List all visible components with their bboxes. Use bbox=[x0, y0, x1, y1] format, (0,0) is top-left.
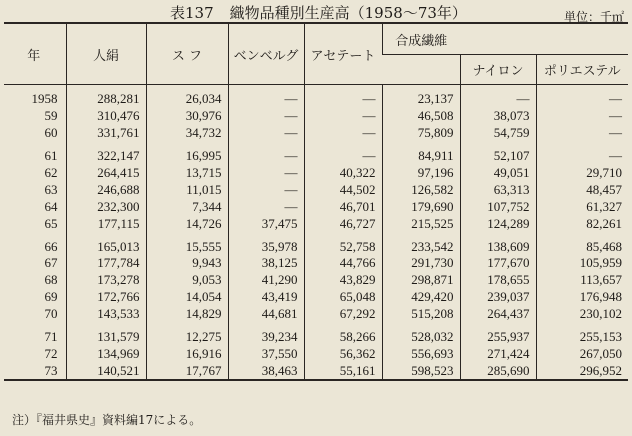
table-cell: 44,681 bbox=[228, 306, 304, 323]
table-cell: 285,690 bbox=[460, 362, 536, 380]
table-cell: 515,208 bbox=[382, 306, 460, 323]
table-cell: 177,670 bbox=[460, 255, 536, 272]
table-cell: 172,766 bbox=[66, 289, 146, 306]
header-synthetic: 合成繊維 bbox=[382, 23, 460, 55]
table-cell: 38,073 bbox=[460, 108, 536, 125]
table-cell: 140,521 bbox=[66, 362, 146, 380]
header-staple: ス フ bbox=[146, 23, 228, 85]
table-cell: 73 bbox=[4, 362, 66, 380]
table-cell: 52,758 bbox=[304, 232, 382, 255]
table-cell: 23,137 bbox=[382, 85, 460, 108]
table-cell: 298,871 bbox=[382, 272, 460, 289]
table-cell: 75,809 bbox=[382, 125, 460, 142]
table-cell: 44,502 bbox=[304, 181, 382, 198]
table-cell: 598,523 bbox=[382, 362, 460, 380]
table-cell: 69 bbox=[44, 289, 58, 305]
table-cell: 38,125 bbox=[228, 255, 304, 272]
table-cell: — bbox=[304, 85, 382, 108]
production-table bbox=[4, 22, 628, 381]
table-cell: 113,657 bbox=[536, 272, 628, 289]
table-cell: 178,655 bbox=[460, 272, 536, 289]
table-cell: 85,468 bbox=[536, 232, 628, 255]
table-row bbox=[4, 255, 628, 272]
table-cell: 271,424 bbox=[460, 345, 536, 362]
table-cell: 13,715 bbox=[146, 165, 228, 182]
table-cell: 15,555 bbox=[146, 232, 228, 255]
table-cell: 296,952 bbox=[536, 362, 628, 380]
table-cell: 11,015 bbox=[146, 181, 228, 198]
table-cell: 165,013 bbox=[66, 232, 146, 255]
table-cell: 138,609 bbox=[460, 232, 536, 255]
table-row bbox=[4, 345, 628, 362]
table-cell: 16,995 bbox=[146, 142, 228, 165]
table-cell: 62 bbox=[44, 165, 58, 180]
table-cell: 63,313 bbox=[460, 181, 536, 198]
table-cell: 46,727 bbox=[304, 215, 382, 232]
table-cell: — bbox=[228, 165, 304, 182]
header-nylon: ナイロン bbox=[460, 55, 536, 85]
header-polyester: ポリエステル bbox=[536, 55, 628, 85]
table-row bbox=[4, 142, 628, 165]
table-row bbox=[4, 198, 628, 215]
table-cell: 179,690 bbox=[382, 198, 460, 215]
table-cell: 264,415 bbox=[66, 165, 146, 182]
table-cell: 82,261 bbox=[536, 215, 628, 232]
table-cell: 134,969 bbox=[66, 345, 146, 362]
table-cell: 66 bbox=[44, 238, 58, 254]
table-cell: — bbox=[536, 85, 628, 108]
table-cell: — bbox=[228, 142, 304, 165]
table-row bbox=[4, 125, 628, 142]
table-cell: 61 bbox=[44, 148, 58, 164]
table-cell: — bbox=[304, 108, 382, 125]
table-cell: 63 bbox=[44, 181, 58, 197]
table-cell: 56,362 bbox=[304, 345, 382, 362]
table-row bbox=[4, 272, 628, 289]
table-cell: 72 bbox=[44, 345, 58, 361]
table-cell: 9,943 bbox=[146, 255, 228, 272]
table-cell: 46,701 bbox=[304, 198, 382, 215]
table-cell: 55,161 bbox=[304, 362, 382, 380]
table-cell: — bbox=[536, 125, 628, 142]
table-cell: 1958 bbox=[31, 91, 58, 107]
table-cell: 16,916 bbox=[146, 345, 228, 362]
table-cell: 97,196 bbox=[382, 165, 460, 182]
table-cell: 264,437 bbox=[460, 306, 536, 323]
table-cell: 29,710 bbox=[536, 165, 628, 182]
table-title-text: 織物品種別生産高（1958～73年） bbox=[229, 4, 467, 22]
table-cell: 429,420 bbox=[382, 289, 460, 306]
table-cell: — bbox=[304, 142, 382, 165]
table-cell: 37,550 bbox=[228, 345, 304, 362]
table-cell: 105,959 bbox=[536, 255, 628, 272]
table-cell: 17,767 bbox=[146, 362, 228, 380]
table-cell: 291,730 bbox=[382, 255, 460, 272]
table-cell: — bbox=[536, 108, 628, 125]
table-cell: 331,761 bbox=[66, 125, 146, 142]
table-cell: — bbox=[460, 85, 536, 108]
table-row bbox=[4, 85, 628, 108]
table-cell: 43,419 bbox=[228, 289, 304, 306]
table-cell: 310,476 bbox=[66, 108, 146, 125]
table-cell: 232,300 bbox=[66, 198, 146, 215]
table-cell: 246,688 bbox=[66, 181, 146, 198]
table-cell: 49,051 bbox=[460, 165, 536, 182]
table-cell: 12,275 bbox=[146, 323, 228, 346]
table-cell: 176,948 bbox=[536, 289, 628, 306]
table-cell: 14,829 bbox=[146, 306, 228, 323]
table-row bbox=[4, 306, 628, 323]
table-cell: 255,153 bbox=[536, 323, 628, 346]
table-cell: 54,759 bbox=[460, 125, 536, 142]
table-cell: 35,978 bbox=[228, 232, 304, 255]
table-cell: 39,234 bbox=[228, 323, 304, 346]
table-cell: 143,533 bbox=[66, 306, 146, 323]
table-cell: 65 bbox=[44, 215, 58, 231]
table-cell: 67,292 bbox=[304, 306, 382, 323]
table-cell: 68 bbox=[44, 272, 58, 288]
table-cell: 7,344 bbox=[146, 198, 228, 215]
table-cell: 14,726 bbox=[146, 215, 228, 232]
table-cell: 48,457 bbox=[536, 181, 628, 198]
table-cell: 84,911 bbox=[382, 142, 460, 165]
table-cell: 58,266 bbox=[304, 323, 382, 346]
table-cell: 61,327 bbox=[536, 198, 628, 215]
table-cell: 40,322 bbox=[304, 165, 382, 182]
table-row bbox=[4, 362, 628, 380]
table-cell: 233,542 bbox=[382, 232, 460, 255]
table-cell: 37,475 bbox=[228, 215, 304, 232]
table-row bbox=[4, 165, 628, 182]
table-cell: 239,037 bbox=[460, 289, 536, 306]
table-cell: — bbox=[536, 142, 628, 165]
table-number: 表137 bbox=[170, 4, 214, 22]
table-cell: — bbox=[228, 125, 304, 142]
table-row bbox=[4, 289, 628, 306]
table-row bbox=[4, 232, 628, 255]
table-row bbox=[4, 108, 628, 125]
header-acetate: アセテート bbox=[304, 23, 382, 85]
table-cell: 46,508 bbox=[382, 108, 460, 125]
table-row bbox=[4, 323, 628, 346]
table-cell: 131,579 bbox=[66, 323, 146, 346]
table-cell: 556,693 bbox=[382, 345, 460, 362]
table-title bbox=[170, 2, 467, 23]
table-cell: 34,732 bbox=[146, 125, 228, 142]
table-cell: 65,048 bbox=[304, 289, 382, 306]
unit-label: 単位：千㎡ bbox=[563, 10, 624, 24]
table-cell: 177,115 bbox=[66, 215, 146, 232]
table-cell: — bbox=[228, 198, 304, 215]
table-cell: 126,582 bbox=[382, 181, 460, 198]
table-cell: 67 bbox=[44, 255, 58, 271]
table-cell: 30,976 bbox=[146, 108, 228, 125]
table-cell: 230,102 bbox=[536, 306, 628, 323]
table-cell: 64 bbox=[44, 198, 58, 214]
table-cell: 44,766 bbox=[304, 255, 382, 272]
table-cell: 173,278 bbox=[66, 272, 146, 289]
table-cell: 38,463 bbox=[228, 362, 304, 380]
table-cell: 215,525 bbox=[382, 215, 460, 232]
header-year: 年 bbox=[27, 48, 43, 64]
table-cell: 528,032 bbox=[382, 323, 460, 346]
table-row bbox=[4, 215, 628, 232]
table-row bbox=[4, 181, 628, 198]
table-cell: 43,829 bbox=[304, 272, 382, 289]
table-cell: 70 bbox=[44, 306, 58, 322]
table-cell: 59 bbox=[44, 108, 58, 124]
table-cell: 71 bbox=[44, 329, 58, 345]
table-cell: — bbox=[228, 181, 304, 198]
header-bemberg: ベンベルグ bbox=[228, 23, 304, 85]
table-cell: 288,281 bbox=[66, 85, 146, 108]
table-cell: 52,107 bbox=[460, 142, 536, 165]
table-cell: 60 bbox=[44, 125, 58, 141]
table-note: 注）『福井県史』資料編17による。 bbox=[12, 413, 202, 427]
table-cell: — bbox=[228, 85, 304, 108]
table-cell: 255,937 bbox=[460, 323, 536, 346]
table-cell: — bbox=[228, 108, 304, 125]
table-cell: 14,054 bbox=[146, 289, 228, 306]
header-rayon: 人絹 bbox=[66, 23, 146, 85]
table-cell: 322,147 bbox=[66, 142, 146, 165]
table-cell: 107,752 bbox=[460, 198, 536, 215]
table-cell: — bbox=[304, 125, 382, 142]
table-cell: 124,289 bbox=[460, 215, 536, 232]
table-cell: 9,053 bbox=[146, 272, 228, 289]
table-cell: 177,784 bbox=[66, 255, 146, 272]
table-cell: 41,290 bbox=[228, 272, 304, 289]
table-cell: 26,034 bbox=[146, 85, 228, 108]
table-cell: 267,050 bbox=[536, 345, 628, 362]
